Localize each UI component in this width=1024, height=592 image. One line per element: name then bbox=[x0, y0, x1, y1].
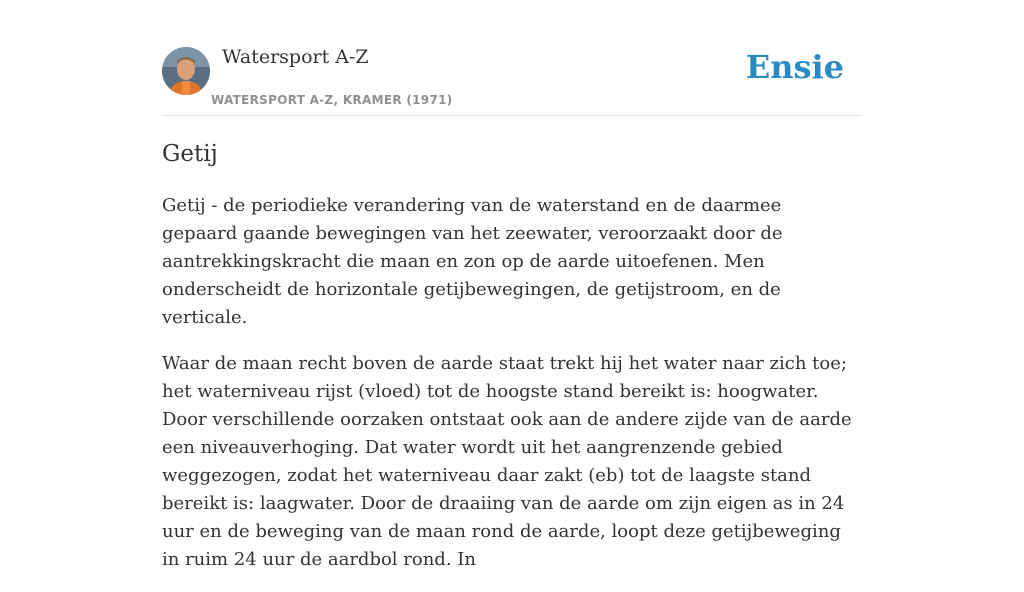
source-title[interactable]: Watersport A-Z bbox=[222, 46, 369, 68]
header-divider bbox=[162, 115, 862, 116]
article-paragraph: Getij - de periodieke verandering van de waterstand en de daarmee gepaard gaande bewegingen van het zeewater, veroorzaakt door de aantrekkingskracht die maan en zon op de aarde uitoefenen. Men onderscheidt de horizontale getijbewegingen, de getijstroom, en de verticale. bbox=[162, 195, 783, 328]
article-title: Getij bbox=[162, 141, 218, 167]
source-header bbox=[162, 44, 862, 116]
author-avatar[interactable] bbox=[162, 47, 210, 95]
ensie-logo-link[interactable]: Ensie bbox=[745, 48, 844, 86]
article-paragraph: Waar de maan recht boven de aarde staat trekt hij het water naar zich toe; het waterniveau rijst (vloed) tot de hoogste stand bereikt is: hoogwater. Door verschillende oorzaken ontstaat ook aan de andere zijde van de aarde een niveauverhoging. Dat water wordt uit het aangrenzende gebied weggezogen, zodat het waterniveau daar zakt (eb) tot de laagste stand bereikt is: laagwater. Door de draaiing van de aarde om zijn eigen as in 24 uur en de beweging van de maan rond de aarde, loopt deze getijbeweging in ruim 24 uur de aardbol rond. In bbox=[162, 353, 852, 570]
article bbox=[162, 138, 862, 592]
source-subtitle[interactable]: WATERSPORT A-Z, KRAMER (1971) bbox=[211, 93, 453, 107]
